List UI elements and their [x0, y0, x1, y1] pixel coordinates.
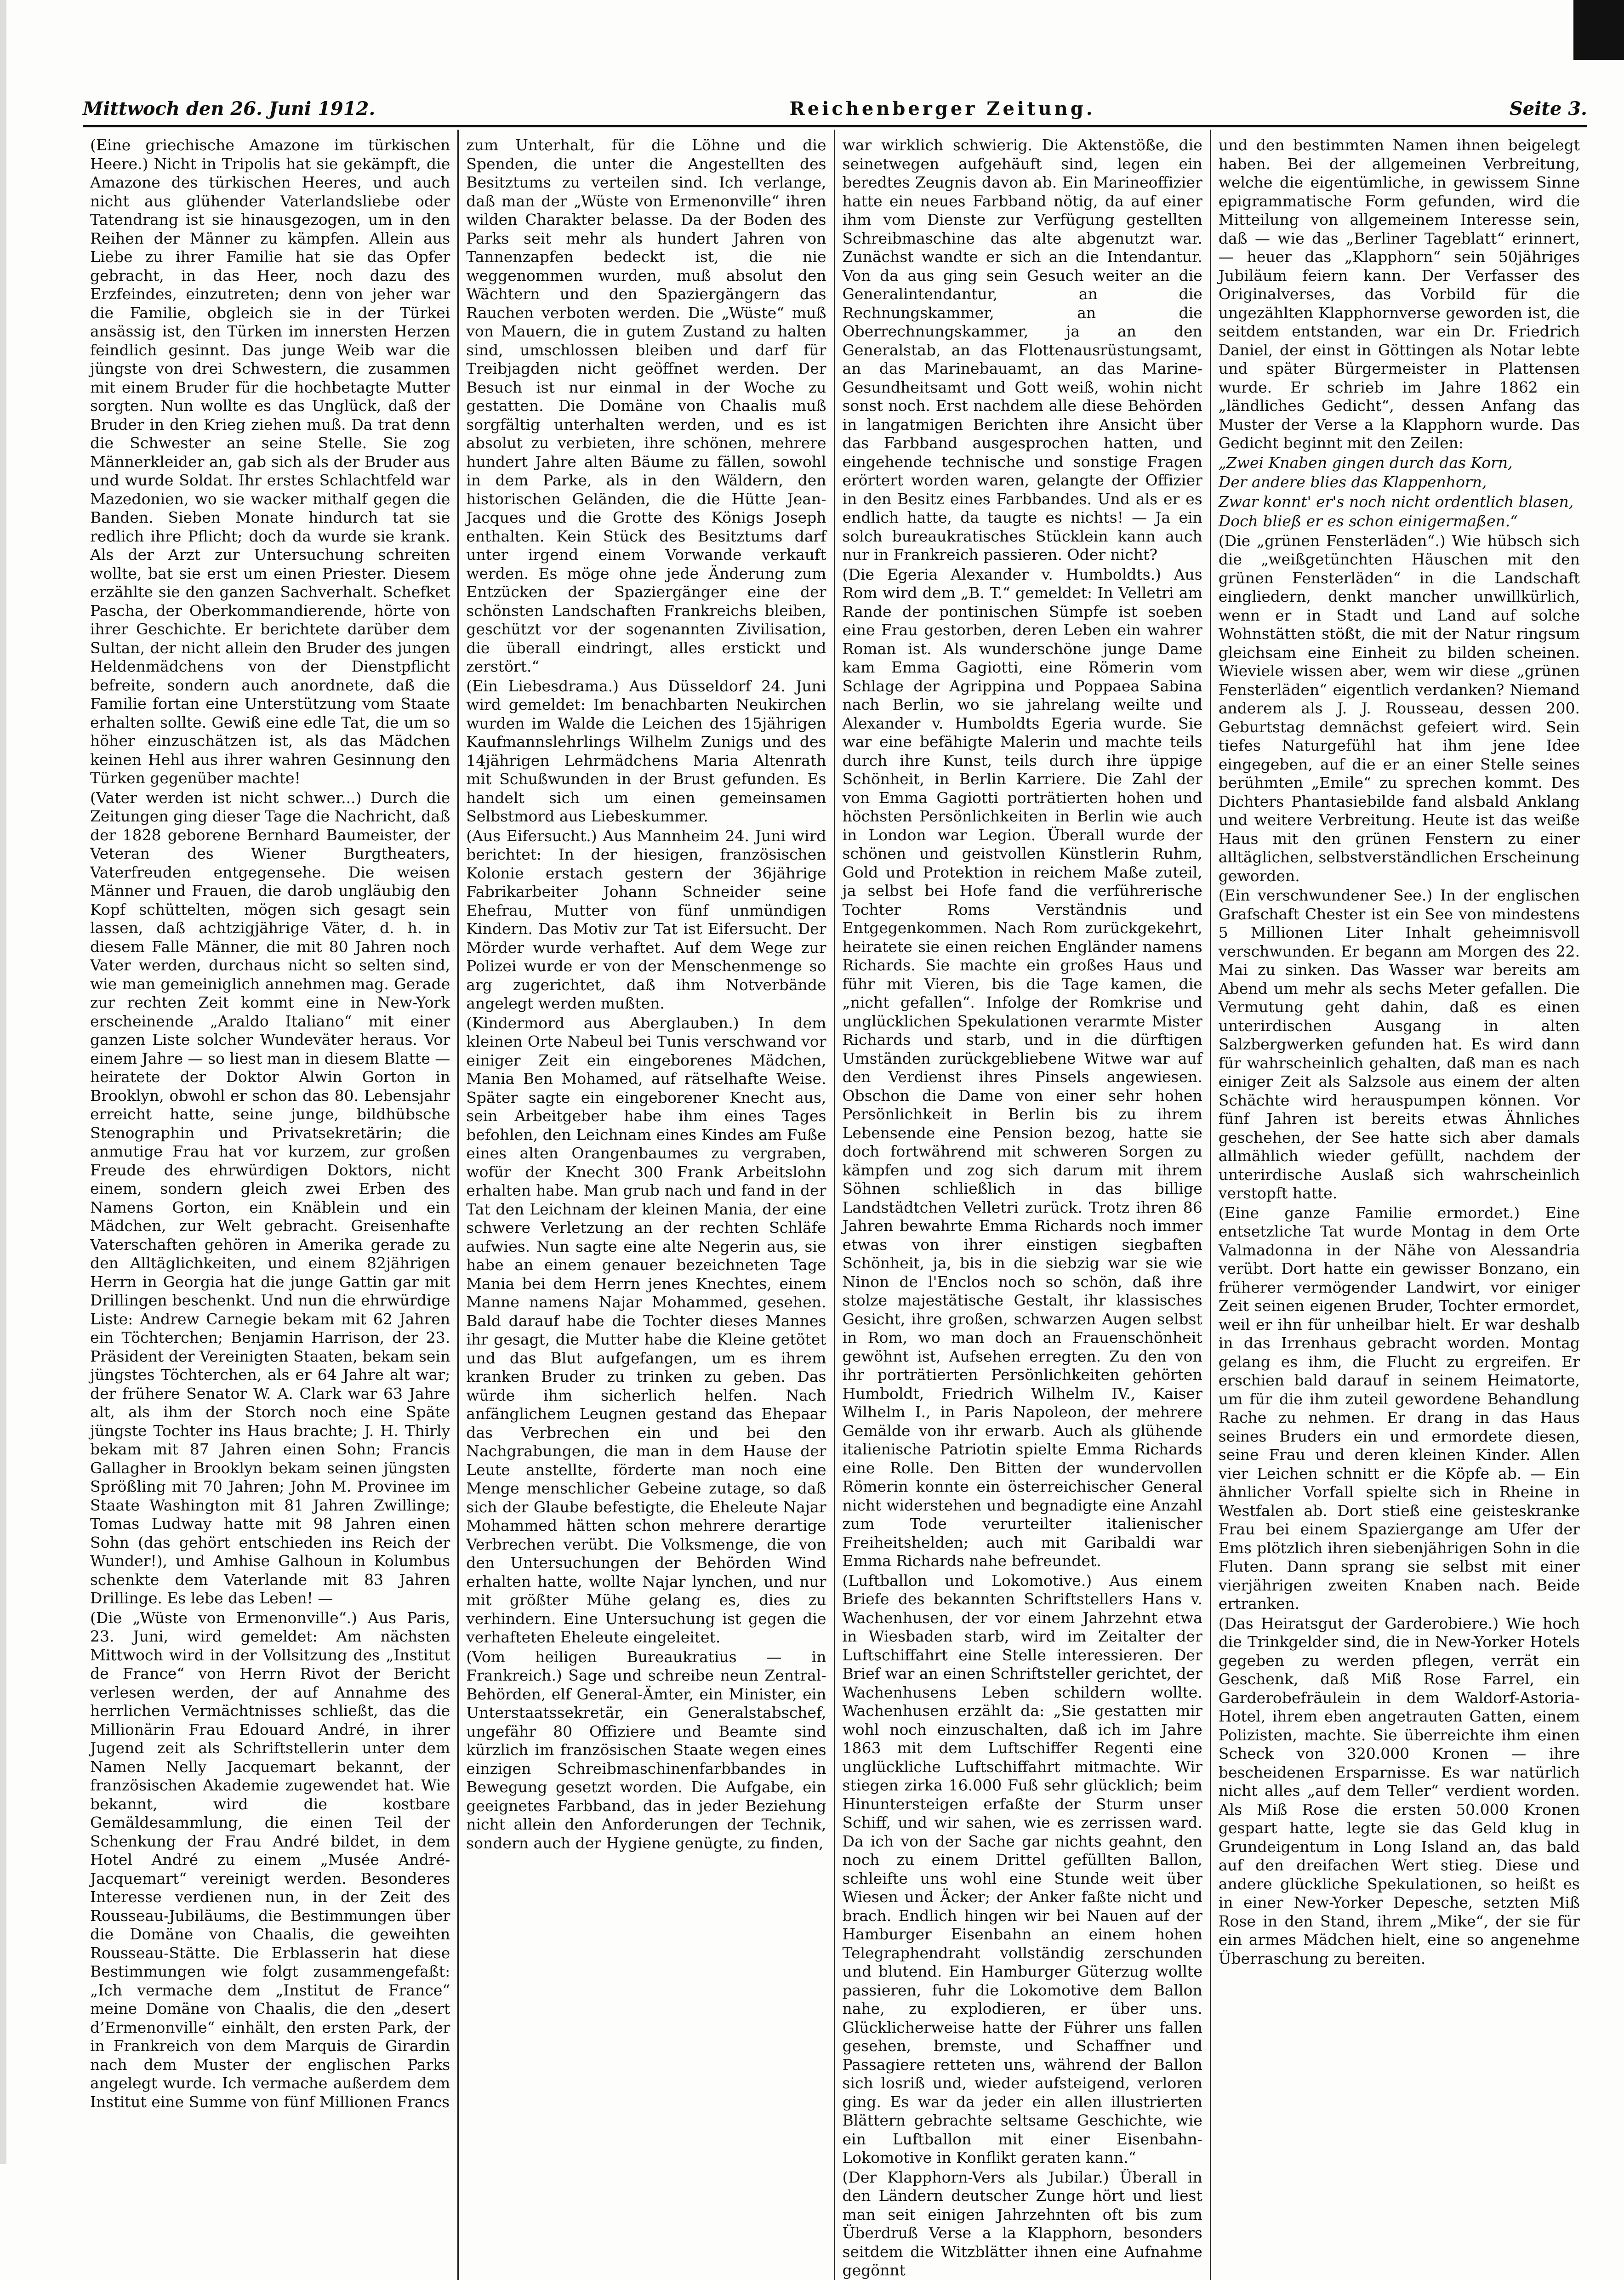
article-bureaucracy-cont: war wirklich schwierig. Die Aktenstöße, die seinetwegen aufgehäuft sind, legen ein beredtes Zeugnis davon ab. Ein Marineoffizier hatte ein neues Farbband nötig, da auf einer ihm vom Dienste zur Verfügung gestellten Schreibmaschine das alte abgenutzt war. Zunächst wandte er sich an die Intendantur. Von da aus ging sein Gesuch weiter an die Generalintendantur, an die Rechnungskammer, an die Oberrechnungskammer, ja an den Generalstab, an das Flottenausrüstungsamt, an das Marinebauamt, an das Marine-Gesundheitsamt und Gott weiß, wohin nicht sonst noch. Erst nachdem alle diese Behörden in langatmigen Berichten ihre Ansicht über das Farbband ausgesprochen hatten, und eingehende technische und sonstige Fragen erörtert worden waren, gelangte der Offizier in den Besitz eines Farbbandes. Und als er es endlich hatte, da taugte es nichts! — Ja ein solch bureaukratisches Stücklein kann auch nur in Frankreich passieren. Oder nicht? [842, 136, 1202, 564]
column-3 [835, 130, 1211, 2280]
article-dowry: (Das Heiratsgut der Garderobiere.) Wie hoch die Trinkgelder sind, die in New-Yorker Hotels gegeben zu werden pflegen, verrät ein Geschenk, daß Miß Rose Farrel, ein Garderobefräulein in dem Waldorf-Astoria-Hotel, ihrem eben angetrauten Gatten, einem Polizisten, machte. Sie überreichte ihm einen Scheck von 320.000 Kronen — ihre bescheidenen Ersparnisse. Es war natürlich nicht alles „auf dem Teller“ verdient worden. Als Miß Rose die ersten 50.000 Kronen gespart hatte, legte sie das Geld klug in Grundeigentum in Long Island an, das bald auf den dreifachen Wert stieg. Diese und andere glückliche Spekulationen, so heißt es in einer New-Yorker Depesche, setzten Miß Rose in den Stand, ihrem „Mike“, der sie für ein armes Mädchen hielt, eine so angenehme Überraschung zu bereiten. [1218, 1614, 1580, 1967]
verse-line-2: Der andere blies das Klappenhorn, [1218, 473, 1487, 491]
column-1 [83, 130, 459, 2280]
verse-line-4: Doch bließ er es schon einigermaßen.“ [1218, 512, 1518, 530]
article-bureaucracy: (Vom heiligen Bureaukratius — in Frankreich.) Sage und schreibe neun Zentral-Behörden, elf General-Ämter, ein Minister, ein Unterstaatssekretär, ein Generalstabschef, ungefähr 80 Offiziere und Beamte sind kürzlich im französischen Staate wegen eines einzigen Schreibmaschinenfarbbandes in Bewegung gesetzt worden. Die Aufgabe, ein geeignetes Farbband, das in jeder Beziehung nicht allein den Anforderungen der Technik, sondern auch der Hygiene genügte, zu finden, [466, 1647, 826, 1852]
article-love-drama: (Ein Liebesdrama.) Aus Düsseldorf 24. Juni wird gemeldet: Im benachbarten Neukirchen wurden im Walde die Leichen des 15jährigen Kaufmannslehrlings Wilhelm Zunigs und des 14jährigen Lehrmädchens Maria Altenrath mit Schußwunden in der Brust gefunden. Es handelt sich um einen gemeinsamen Selbstmord aus Liebeskummer. [466, 677, 826, 825]
issue-date: Mittwoch den 26. Juni 1912. [83, 98, 376, 120]
article-green-shutters: (Die „grünen Fensterläden“.) Wie hübsch sich die „weißgetünchten Häuschen mit den grünen Fensterläden“ in die Landschaft eingliedern, denkt mancher unwillkürlich, wenn er in Stadt und Land auf solche Wohnstätten stößt, die mit der Natur ringsum gleichsam eine Einheit zu bilden scheinen. Wieviele wissen aber, wem wir diese „grünen Fensterläden“ eigentlich verdanken? Niemand anderem als J. J. Rousseau, dessen 200. Geburtstag demnächst gefeiert wird. Sein tiefes Naturgefühl hat ihm jene Idee eingegeben, auf die er an einer Stelle seines berühmten „Emile“ zu sprechen kommt. Des Dichters Phantasiebilde fand alsbald Anklang und weitere Verbreitung. Heute ist das weiße Haus mit den grünen Fenstern zu einer alltäglichen, selbstverständlichen Erscheinung geworden. [1218, 531, 1580, 885]
article-fatherhood: (Vater werden ist nicht schwer...) Durch die Zeitungen ging dieser Tage die Nachricht, daß der 1828 geborene Bernhard Baumeister, der Veteran des Wiener Burgtheaters, Vaterfreuden entgegensehe. Die weisen Männer und Frauen, die darob ungläubig den Kopf schüttelten, mögen sich gesagt sein lassen, daß achtzigjährige Väter, d. h. in diesem Falle Männer, die mit 80 Jahren noch Vater werden, durchaus nicht so selten sind, wie man gemeiniglich annehmen mag. Gerade zur rechten Zeit kommt eine in New-York erscheinende „Araldo Italiano“ mit einer ganzen Liste solcher Wundeväter heraus. Vor einem Jahre — so liest man in diesem Blatte — heiratete der Doktor Alwin Gorton in Brooklyn, obwohl er schon das 80. Lebensjahr erreicht hatte, seine junge, bildhübsche Stenographin und Privatsekretärin; die anmutige Frau hat vor kurzem, zur großen Freude des ehrwürdigen Doktors, nicht einem, sondern gleich zwei Erben des Namens Gorton, ein Knäblein und ein Mädchen, zur Welt gebracht. Greisenhafte Vaterschaften gehören in Amerika gerade zu den Alltäglichkeiten, und einem 82jährigen Herrn in Georgia hat die junge Gattin gar mit Drillingen beschenkt. Und nun die ehrwürdige Liste: Andrew Carnegie bekam mit 62 Jahren ein Töchterchen; Benjamin Harrison, der 23. Präsident der Vereinigten Staaten, bekam sein jüngstes Töchterchen, als er 64 Jahre alt war; der frühere Senator W. A. Clark war 63 Jahre alt, als ihm der Storch noch eine Späte jüngste Tochter ins Haus brachte; J. H. Thirly bekam mit 87 Jahren einen Sohn; Francis Gallagher in Brooklyn bekam seinen jüngsten Sprößling mit 70 Jahren; John M. Provinee im Staate Washington mit 81 Jahren Zwillinge; Tomas Ludway hatte mit 98 Jahren einen Sohn (das gehört entschieden ins Reich der Wunder!), und Amhise Galhoun in Kolumbus schenkte dem Vaterlande mit 83 Jahren Drillinge. Es lebe das Leben! — [90, 788, 450, 1607]
verse-line-1: „Zwei Knaben gingen durch das Korn, [1218, 453, 1513, 472]
article-balloon: (Luftballon und Lokomotive.) Aus einem Briefe des bekannten Schriftstellers Hans v. Wachenhusen, der vor einem Jahrzehnt etwa in Wiesbaden starb, wird im Zeitalter der Luftschiffahrt eine Stelle interessieren. Der Brief war an einen Schriftsteller gerichtet, der Wachenhusens Leben schildern wollte. Wachenhusen erzählt da: „Sie gestatten mir wohl noch einzuschalten, daß ich im Jahre 1863 mit dem Luftschiffer Regenti eine unglückliche Luftschiffahrt mitmachte. Wir stiegen zirka 16.000 Fuß sehr glücklich; beim Hinuntersteigen erfaßte der Sturm unser Schiff, und wir sahen, wie es zerrissen ward. Da ich von der Sache gar nichts geahnt, den noch zu einem Drittel gefüllten Ballon, schleifte uns wohl eine Stunde weit über Wiesen und Äcker; der Anker faßte nicht und brach. Endlich hingen wir bei Nauen auf der Hamburger Eisenbahn an einem hohen Telegraphendraht vollständig zerschunden und blutend. Ein Hamburger Güterzug wollte passieren, fuhr die Lokomotive dem Ballon nahe, zu explodieren, er über uns. Glücklicherweise hatte der Führer uns fallen gesehen, bremste, und Schaffner und Passagiere retteten uns, während der Ballon sich losriß und, wieder aufsteigend, verloren ging. Es war da jeder ein allen illustrierten Blättern gebrachte seltsame Geschichte, wie ein Luftballon mit einer Eisenbahn-Lokomotive in Konflikt geraten kann.“ [842, 1571, 1202, 2166]
verse-line-3: Zwar konnt' er's noch nicht ordentlich blasen, [1218, 492, 1574, 511]
article-klapphorn-cont: und den bestimmten Namen ihnen beigelegt haben. Bei der allgemeinen Verbreitung, welche die eigentümliche, in gewissem Sinne epigrammatische Form gefunden, wird die Mitteilung von allgemeinem Interesse sein, daß — wie das „Berliner Tageblatt“ erinnert, — heuer das „Klapphorn“ sein 50jähriges Jubiläum feiern kann. Der Verfasser des Originalverses, das Vorbild für die ungezählten Klapphornverse geworden ist, die seitdem entstanden, war ein Dr. Friedrich Daniel, der einst in Göttingen als Notar lebte und später Bürgermeister in Plattensen wurde. Er schrieb im Jahre 1862 ein „ländliches Gedicht“, dessen Anfang das Muster der Verse a la Klapphorn wurde. Das Gedicht beginnt mit den Zeilen: [1218, 136, 1580, 452]
article-jealousy: (Aus Eifersucht.) Aus Mannheim 24. Juni wird berichtet: In der hiesigen, französischen Kolonie erstach gestern der 36jährige Fabrikarbeiter Johann Schneider seine Ehefrau, Mutter von fünf unmündigen Kindern. Das Motiv zur Tat ist Eifersucht. Der Mörder wurde verhaftet. Auf dem Wege zur Polizei wurde er von der Menschenmenge so arg zugerichtet, daß ihm Notverbände angelegt werden mußten. [466, 826, 826, 1012]
article-child-murder: (Kindermord aus Aberglauben.) In dem kleinen Orte Nabeul bei Tunis verschwand vor einiger Zeit ein eingeborenes Mädchen, Mania Ben Mohamed, auf rätselhafte Weise. Später sagte ein eingeborener Knecht aus, sein Arbeitgeber habe ihm eines Tages befohlen, den Leichnam eines Kindes am Fuße eines alten Orangenbaumes zu vergraben, wofür der Knecht 300 Frank Arbeitslohn erhalten habe. Man grub nach und fand in der Tat den Leichnam der kleinen Mania, der eine schwere Verletzung an der rechten Schläfe aufwies. Nun sagte eine alte Negerin aus, sie habe an einem genauer bezeichneten Tage Mania bei dem Herrn jenes Knechtes, einem Manne namens Najar Mohammed, gesehen. Bald darauf habe die Tochter dieses Mannes ihr gesagt, die Mutter habe die Kleine getötet und das Blut aufgefangen, um es ihrem kranken Bruder zu trinken zu geben. Das würde ihm sicherlich helfen. Nach anfänglichem Leugnen gestand das Ehepaar das Verbrechen ein und bei den Nachgrabungen, die man in dem Hause der Leute anstellte, förderte man noch eine Menge menschlicher Gebeine zutage, so daß sich der Glaube befestigte, die Eheleute Najar Mohammed hätten schon mehrere derartige Verbrechen verübt. Die Volksmenge, die von den Untersuchungen der Behörden Wind erhalten hatte, wollte Najar lynchen, und nur mit größter Mühe gelang es, dies zu verhindern. Eine Untersuchung ist gegen die verhafteten Eheleute eingeleitet. [466, 1014, 826, 1646]
column-2 [459, 130, 835, 2280]
scan-binding-edge [0, 0, 6, 2164]
text-columns [83, 130, 1587, 2279]
article-egeria: (Die Egeria Alexander v. Humboldts.) Aus Rom wird dem „B. T.“ gemeldet: In Velletri am Rande der pontinischen Sümpfe ist soeben eine Frau gestorben, deren Leben ein wahrer Roman ist. Als wunderschöne junge Dame kam Emma Gagiotti, eine Römerin vom Schlage der Agrippina und Poppaea Sabina nach Berlin, wo sie jahrelang weilte und Alexander v. Humboldts Egeria wurde. Sie war eine befähigte Malerin und machte teils durch ihre Kunst, teils durch ihre üppige Schönheit, in Berlin Karriere. Die Zahl der von Emma Gagiotti porträtierten hohen und höchsten Persönlichkeiten in Berlin wie auch in London war Legion. Überall wurde der schönen und geistvollen Künstlerin Ruhm, Gold und Protektion in reichem Maße zuteil, ja selbst bei Hofe fand die verführerische Tochter Roms Verständnis und Entgegenkommen. Nach Rom zurückgekehrt, heiratete sie einen reichen Engländer namens Richards. Sie machte ein großes Haus und führ mit Vieren, bis die Tage kamen, die „nicht gefallen“. Infolge der Romkrise und unglücklichen Spekulationen verarmte Mister Richards und starb, und in die dürftigen Umständen zurückgebliebene Witwe war auf den Verdienst ihres Pinsels angewiesen. Obschon die Dame von einer sehr hohen Persönlichkeit in Berlin bis zu ihrem Lebensende eine Pension bezog, hatte sie doch fortwährend mit schweren Sorgen zu kämpfen und zog sich darum mit ihrem Söhnen schließlich in das billige Landstädtchen Velletri zurück. Trotz ihren 86 Jahren bewahrte Emma Richards noch immer etwas von ihrer einstigen siegbaften Schönheit, ja, bis in die siebzig war sie wie Ninon de l'Enclos noch so schön, daß ihre stolze majestätische Gestalt, ihr klassisches Gesicht, ihre großen, schwarzen Augen selbst in Rom, wo man doch an Frauenschönheit gewöhnt ist, Aufsehen erregten. Zu den von ihr porträtierten Persönlichkeiten gehörten Humboldt, Friedrich Wilhelm IV., Kaiser Wilhelm I., in Paris Napoleon, der mehrere Gemälde von ihr erwarb. Auch als glühende italienische Patriotin spielte Emma Richards eine Rolle. Den Bitten der wundervollen Römerin konnte ein österreichischer General nicht widerstehen und begnadigte eine Anzahl zum Tode verurteilter italienischer Freiheitshelden; auch mit Garibaldi war Emma Richards nahe befreundet. [842, 565, 1202, 1570]
page-number: Seite 3. [1509, 98, 1587, 120]
newspaper-title: Reichenberger Zeitung. [789, 98, 1095, 120]
article-family-murdered: (Eine ganze Familie ermordet.) Eine entsetzliche Tat wurde Montag in dem Orte Valmadonna in der Nähe von Alessandria verübt. Dort hatte ein gewisser Bonzano, ein früherer vermögender Landwirt, vor einiger Zeit seinen eigenen Bruder, Tochter ermordet, weil er ihn für unheilbar hielt. Er war deshalb in das Irrenhaus gebracht worden. Montag gelang es ihm, die Flucht zu ergreifen. Er erschien bald darauf in seinem Heimatorte, um für die ihm zuteil gewordene Behandlung Rache zu nehmen. Er drang in das Haus seines Bruders ein und ermordete diesen, seine Frau und deren kleinen Kinder. Allen vier Leichen schnitt er die Köpfe ab. — Ein ähnlicher Vorfall spielte sich in Rheine in Westfalen ab. Dort stieß eine geisteskranke Frau bei einem Spaziergange am Ufer der Ems plötzlich ihren siebenjährigen Sohn in die Fluten. Dann sprang sie selbst mit einer vierjährigen zweiten Knaben nach. Beide ertranken. [1218, 1203, 1580, 1613]
article-klapphorn: (Der Klapphorn-Vers als Jubilar.) Überall in den Ländern deutscher Zunge hört und liest man seit einigen Jahrzehnten oft bis zum Überdruß Verse a la Klapphorn, besonders seitdem die Witzblätter ihnen eine Aufnahme gegönnt [842, 2168, 1202, 2279]
article-ermenonville: (Die „Wüste von Ermenonville“.) Aus Paris, 23. Juni, wird gemeldet: Am nächsten Mittwoch wird in der Vollsitzung des „Institut de France“ von Herrn Rivot der Bericht verlesen werden, der auf Annahme des herrlichen Vermächtnisses schließt, das die Millionärin Frau Edouard André, in ihrer Jugend zeit als Schriftstellerin unter dem Namen Nelly Jacquemart bekannt, der französischen Akademie zugewendet hat. Wie bekannt, wird die kostbare Gemäldesammlung, die einen Teil der Schenkung der Frau André bildet, in dem Hotel André zu einem „Musée André-Jacquemart“ vereinigt werden. Besonderes Interesse verdienen nun, in der Zeit des Rousseau-Jubiläums, die Bestimmungen über die Domäne von Chaalis, die geweihten Rousseau-Stätte. Die Erblasserin hat diese Bestimmungen wie folgt zusammengefaßt: „Ich vermache dem „Institut de France“ meine Domäne von Chaalis, die den „desert d’Ermenonville“ einhält, den ersten Park, der in Frankreich von dem Marquis de Girardin nach dem Muster der englischen Parks angelegt wurde. Ich vermache außerdem dem Institut eine Summe von fünf Millionen Francs [90, 1608, 450, 2111]
scan-corner-mark [1573, 0, 1624, 60]
article-vanished-lake: (Ein verschwundener See.) In der englischen Grafschaft Chester ist ein See von mindestens 5 Millionen Liter Inhalt geheimnisvoll verschwunden. Er begann am Morgen des 22. Mai zu sinken. Das Wasser war bereits am Abend um mehr als sechs Meter gefallen. Die Vermutung geht dahin, daß es einen unterirdischen Ausgang in alten Salzbergwerken gefunden hat. Es wird dann für wahrscheinlich gehalten, daß man es nach einiger Zeit als Salzsole aus einem der alten Schächte wird herauspumpen können. Vor fünf Jahren ist bereits etwas Ähnliches geschehen, der See hatte sich aber damals allmählich wieder gefüllt, nachdem der unterirdische Auslaß sich wahrscheinlich verstopft hatte. [1218, 886, 1580, 1202]
header-rule [83, 125, 1587, 127]
article-greek-amazon: (Eine griechische Amazone im türkischen Heere.) Nicht in Tripolis hat sie gekämpft, die Amazone des türkischen Heeres, und auch nicht aus glühender Vaterlandsliebe oder Tatendrang ist sie hinausgezogen, um in den Reihen der Männer zu kämpfen. Allein aus Liebe zu ihrer Familie hat sie das Opfer gebracht, in das Heer, noch dazu des Erzfeindes, einzutreten; denn von jeher war die Familie, obgleich sie in der Türkei ansässig ist, den Türken im innersten Herzen feindlich gesinnt. Das junge Weib war die jüngste von drei Schwestern, die zusammen mit einem Bruder für die hochbetagte Mutter sorgten. Nun wollte es das Unglück, daß der Bruder in den Krieg ziehen muß. Da trat denn die Schwester an seine Stelle. Sie zog Männerkleider an, gab sich als der Bruder aus und wurde Soldat. Ihr erstes Schlachtfeld war Mazedonien, wo sie wacker mithalf gegen die Banden. Sieben Monate hindurch tat sie redlich ihre Pflicht; doch da wurde sie krank. Als der Arzt zur Untersuchung schreiten wollte, bat sie erst um einen Priester. Diesem erzählte sie den ganzen Sachverhalt. Schefket Pascha, der Oberkommandierende, hörte von ihrer Geschichte. Er berichtete darüber dem Sultan, der nicht allein den Bruder des jungen Heldenmädchens von der Dienstpflicht befreite, sondern auch anordnete, daß die Familie fortan eine Unterstützung vom Staate erhalten sollte. Gewiß eine edle Tat, die um so höher einzuschätzen ist, als das Mädchen keinen Hehl aus ihrer wahren Gesinnung den Türken gegenüber machte! [90, 136, 450, 787]
article-ermenonville-cont: zum Unterhalt, für die Löhne und die Spenden, die unter die Angestellten des Besitztums zu verteilen sind. Ich verlange, daß man der „Wüste von Ermenonville“ ihren wilden Charakter belasse. Da der Boden des Parks seit mehr als hundert Jahren von Tannenzapfen bedeckt ist, die nie weggenommen wurden, muß absolut den Wächtern und den Spaziergängern das Rauchen verboten werden. Die „Wüste“ muß von Mauern, die in gutem Zustand zu halten sind, umschlossen bleiben und darf für Treibjagden nicht geöffnet werden. Der Besuch ist nur einmal in der Woche zu gestatten. Die Domäne von Chaalis muß sorgfältig unterhalten werden, und es ist absolut zu verbieten, ihre schönen, mehrere hundert Jahre alten Bäume zu fällen, sowohl in dem Parke, als in den Wäldern, den historischen Geländen, die die Hütte Jean-Jacques und die Grotte des Königs Joseph enthalten. Kein Stück des Besitztums darf unter irgend einem Vorwande verkauft werden. Es möge ohne jede Änderung zum Entzücken der Spaziergänger eine der schönsten Landschaften Frankreichs bleiben, geschützt vor der sogenannten Zivilisation, die überall eindringt, alles erstickt und zerstört.“ [466, 136, 826, 675]
page-header [83, 74, 1587, 120]
column-4 [1211, 130, 1587, 2280]
